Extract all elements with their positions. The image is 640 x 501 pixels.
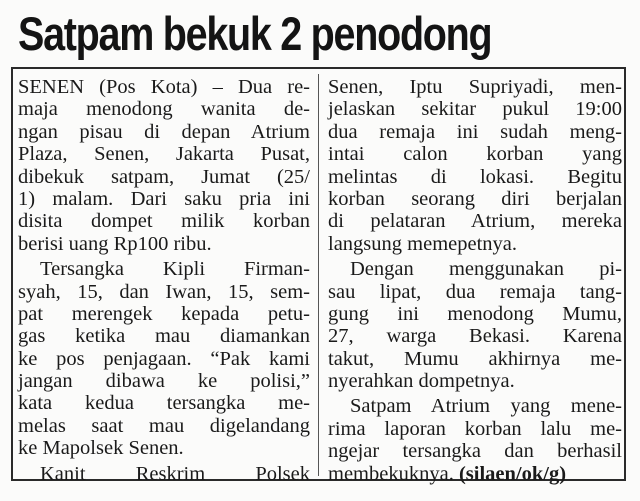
article-line-text: kata kedua tersangka me- — [18, 392, 310, 415]
article-line — [18, 143, 310, 165]
article-line — [18, 437, 310, 459]
article-line-text: membekuknya. — [328, 462, 454, 485]
article-line-text: jelaskan sekitar pukul 19:00 — [328, 98, 622, 121]
article-line — [328, 233, 622, 255]
article-line — [18, 348, 310, 370]
article-line — [328, 210, 622, 232]
article-line — [18, 188, 310, 210]
article-line-text: melas saat mau digelandang — [18, 414, 310, 437]
article-line — [18, 258, 310, 280]
article-line — [328, 370, 622, 392]
article-line — [18, 325, 310, 347]
article-line — [18, 463, 310, 485]
article-line — [328, 258, 622, 280]
article-line-text: intai calon korban yang — [328, 143, 622, 166]
article-line — [328, 395, 622, 417]
article-line-text: 1) malam. Dari saku pria ini — [18, 187, 310, 210]
article-line — [328, 121, 622, 143]
article-line — [328, 303, 622, 325]
article-line — [328, 143, 622, 165]
article-line-text: SENEN (Pos Kota) – Dua re- — [18, 76, 310, 98]
article-line — [18, 233, 310, 255]
article-line-text: ngan pisau di depan Atrium — [18, 120, 310, 143]
article-line-text: disita dompet milik korban — [18, 210, 310, 233]
article-line — [18, 370, 310, 392]
article-line-text: berisi uang Rp100 ribu. — [18, 232, 212, 255]
article-line — [328, 440, 622, 462]
article-line-text: ke pos penjagaan. “Pak kami — [18, 347, 310, 370]
article-line — [18, 392, 310, 414]
article-line-text: Satpam Atrium yang mene- — [350, 395, 622, 418]
article-line-text: Kanit Reskrim Polsek — [40, 462, 310, 485]
article-line — [328, 463, 622, 485]
author-byline: (silaen/ok/g) — [458, 462, 567, 485]
article-line-text: ke Mapolsek Senen. — [18, 437, 184, 460]
article-line — [328, 76, 622, 98]
article-line — [328, 98, 622, 120]
article-line — [18, 166, 310, 188]
article-line-text: sau lipat, dua remaja tang- — [328, 280, 622, 303]
article-line-text: di pelataran Atrium, mereka — [328, 210, 622, 233]
article-line-text: Senen, Iptu Supriyadi, men- — [328, 76, 622, 98]
column-divider — [318, 74, 319, 476]
article-line-text: 27, warga Bekasi. Karena — [328, 325, 622, 348]
article-line-text: pat merengek kepada petu- — [18, 302, 310, 325]
article-line — [328, 418, 622, 440]
article-line-text: gas ketika mau diamankan — [18, 325, 310, 348]
article-line — [328, 325, 622, 347]
article-line — [18, 98, 310, 120]
article-line-text: syah, 15, dan Iwan, 15, sem- — [18, 280, 310, 303]
article-line — [18, 76, 310, 98]
article-line-text: takut, Mumu akhirnya me- — [328, 347, 622, 370]
article-line-text: melintas di lokasi. Begitu — [328, 165, 622, 188]
article-line-text: Dengan menggunakan pi- — [350, 258, 622, 281]
article-line — [328, 348, 622, 370]
article-line-text: Plaza, Senen, Jakarta Pusat, — [18, 143, 310, 166]
article-line-text: korban seorang diri berjalan — [328, 187, 622, 210]
article-line — [18, 210, 310, 232]
article-line — [18, 303, 310, 325]
article-line — [328, 166, 622, 188]
article-line — [18, 281, 310, 303]
article-line-text: jangan dibawa ke polisi,” — [18, 370, 310, 393]
article-line-text: nyerahkan dompetnya. — [328, 370, 515, 393]
article-line-text: gung ini menodong Mumu, — [328, 302, 622, 325]
article-line-text: maja menodong wanita de- — [18, 98, 310, 121]
article-line — [328, 281, 622, 303]
article-line-text: Tersangka Kipli Firman- — [40, 258, 310, 281]
article-line — [328, 188, 622, 210]
article-line-text: dibekuk satpam, Jumat (25/ — [18, 165, 310, 188]
article-line — [18, 121, 310, 143]
headline: Satpam bekuk 2 penodong — [18, 7, 492, 60]
article-column-right — [328, 76, 622, 485]
article-line — [18, 415, 310, 437]
article-line-text: ngejar tersangka dan berhasil — [328, 440, 622, 463]
article-column-left — [18, 76, 310, 485]
article-line-text: langsung memepetnya. — [328, 232, 518, 255]
article-line-text: rima laporan korban lalu me- — [328, 417, 622, 440]
article-line-text: dua remaja ini sudah meng- — [328, 120, 622, 143]
